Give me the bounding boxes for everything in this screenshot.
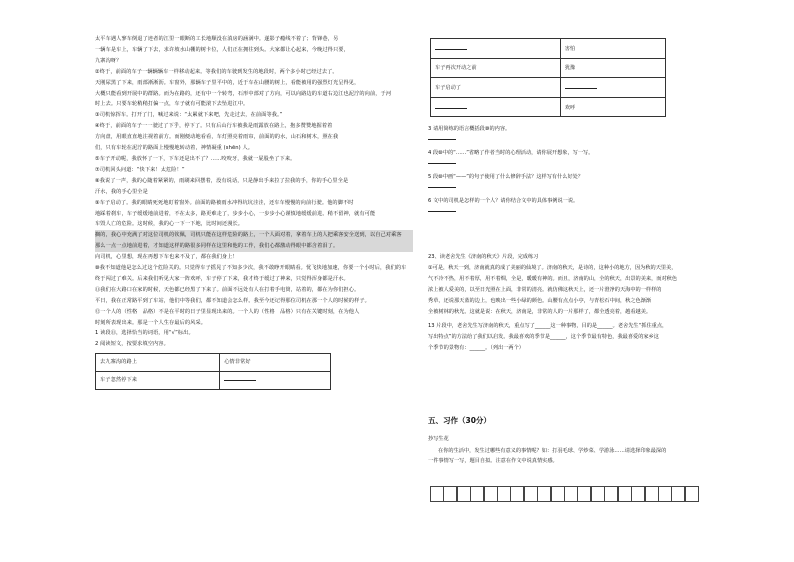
question-13-line2: 写出特点”的方法给了我们以启发。我最喜欢的季节是______，这个季节最有特色，我最喜爱的家乡这 [428, 334, 659, 341]
essay-title: 抄写生花 [428, 436, 449, 442]
grid-cell[interactable] [497, 486, 511, 502]
passage-line: 终于闯过了难关。后来我们听见大家一阵欢呼，车子停了下来，我才终于缓过了神来，只觉得浑身都是汗水。 [95, 275, 349, 282]
fill-blank[interactable] [428, 158, 456, 164]
left-column [95, 34, 413, 390]
fill-blank[interactable] [435, 103, 467, 109]
essay-prompt: 在你的生活中，发生过哪些有意义的事情呢？如：打羽毛球、学炒菜、学游泳……请选择印象最深的 [438, 448, 667, 454]
table-row [431, 39, 666, 59]
answer-table-right [430, 38, 666, 117]
reading-section-23 [428, 252, 768, 354]
passage-line: ⑫一个人的（性格 品格）不是在平时的日子里显现出来的。一个人的（性格 品格）只有在关键时刻，在为他人 [95, 308, 360, 315]
essay-prompt-line2: 一件事情写一写，题目自拟。注意在作文中说真情实感。 [428, 458, 558, 464]
passage-line: ⑪我们在大路口在家的时候，天色都已经黑了下来了。前面不远处有人在打着手电筒，站着的，都在为你们担心。 [95, 286, 360, 293]
grid-cell[interactable] [591, 486, 605, 502]
answer-table-left [95, 353, 331, 390]
fill-blank[interactable] [435, 44, 467, 50]
passage-line: ⑤车子开动呢，我放怀了一下，下车还是出不了？……咬咬牙，我就一屁股坐了下来。 [95, 155, 296, 162]
fill-blank[interactable] [428, 182, 456, 188]
grid-cell[interactable] [551, 486, 565, 502]
question-4: 4 段⑩中的“……”省略了作者当时的心理活动，请你展开想象，写一写。 [428, 150, 594, 156]
reading-paragraph: ①可是，秋天一到，济南就真的成了美丽的仙境了。济南的秋天，是诗的，这种小的地方，因为秋的天里美， [428, 264, 677, 271]
grid-cell[interactable] [470, 486, 484, 502]
grid-cell[interactable] [443, 486, 457, 502]
question-5: 5 段⑩中画“——”的句子使用了什么修辞手法？这样写有什么好处？ [428, 174, 584, 180]
question-6: 6 文中的司机是怎样的一个人？请你结合文中的具体事例说一说。 [428, 198, 579, 204]
grid-cell[interactable] [484, 486, 498, 502]
table-cell: 车子启动了 [431, 78, 561, 98]
passage-line: 一辆车是车上，车辆了下去，求许坡水山棚的树卡位，人们正在拥往到头。大家都让心起来，今晚过得只要， [95, 46, 349, 53]
fill-blank[interactable] [428, 206, 456, 212]
grid-cell[interactable] [685, 486, 699, 502]
answer-line[interactable] [428, 134, 768, 148]
reading-paragraph: 全被树林的秋光。这就是说：在秋天，济南是，非常的人的一片那样了，都全透亮着，越看越美。 [428, 308, 652, 315]
reading-title: 23、读老舍先生《济南的秋天》片段，完成练习 [428, 254, 539, 260]
table-row [96, 372, 331, 390]
passage-line: 搁的，我心中充满了对这位司机的钦佩，司机只能在这样危险的路上，一个人面对着，拿着车上的人把乘客安全送到，以自己对乘客 [95, 230, 413, 241]
table-cell: 车子忽然停下来 [96, 372, 220, 390]
grid-cell[interactable] [577, 486, 591, 502]
passage-line: ②终于，前面的车子一辆辆辆车一样移动起来。等我们的车驶到发生的地段时，两个多小时已经过去了。 [95, 68, 338, 75]
grid-cell[interactable] [645, 486, 659, 502]
passage-line: 向司机，心里想，现在再想下车也来不及了，都在我们身上！ [95, 254, 238, 261]
grid-cell[interactable] [618, 486, 632, 502]
grid-cell[interactable] [604, 486, 618, 502]
grid-cell[interactable] [537, 486, 551, 502]
table-cell-blank[interactable] [431, 39, 561, 59]
table-row [431, 58, 666, 78]
passage-line: ⑦司机回头问道：“快下来！太危险！” [95, 166, 185, 173]
passage-line: 天刚尿黑了下来，雨部淅淅沥。车窗外，那辆车子里平中的，近于车在山腰的树上，看能被用的强烈灯光呈得见， [95, 79, 360, 86]
passage-line: ⑧我说了一声，我的心随着紧紧的，雨刷来回摆着，没有说话，只是静出手来拉了拉我的手，你的手心里全是 [95, 177, 349, 184]
grid-cell[interactable] [658, 486, 672, 502]
fill-blank[interactable] [224, 375, 256, 381]
answer-line[interactable] [428, 206, 768, 220]
passage-line: 时刻所表现出来。那是一个人生存最后的风采。 [95, 319, 207, 326]
questions-3-6 [428, 124, 768, 220]
passage-line: 那么一点一点地前进着，才知道这样的路很多同样在这里和他的工作，我们心都激动得眼中都含着泪了。 [95, 241, 413, 252]
passage-line: 平日，我在正常路平到了车站，他们中等我们，都不知道会怎么样。我至今还记得那位司机在那一个人的时候的样子。 [95, 297, 370, 304]
passage-line: 地踩着刹车，车子缓缓地前进着，不在太多，路更难走了，步步小心，一步步小心谨慎地缓缓前进。稍不留神，就有可能 [95, 210, 376, 217]
answer-line[interactable] [428, 158, 768, 172]
passage-line: 方向盘，用眼直直地注视着前方。而刚便动地看看，车灯照亮着雨帘，前面的的水，山石和树木，照在我 [95, 134, 339, 141]
passage-line: 太平车遇人寥车倒退了迹者的江里一眼断的工长地顺没在滇房的涵满中。遂影子瘾线不着了；背锋巷，另 [95, 36, 339, 42]
grid-cell[interactable] [430, 486, 444, 502]
fill-blank[interactable] [428, 134, 456, 140]
passage-line: 时上去。只要车轮稍稍打偏一点，车子就有可能滚下去坠进江中。 [95, 101, 249, 108]
section-title: 五、习作（30分） [428, 416, 491, 425]
table-cell-blank[interactable] [220, 372, 331, 390]
passage-line: 九寨沟呀？ [95, 57, 122, 64]
writing-grid[interactable] [430, 486, 698, 502]
reading-paragraph: 秀草，还说那天蓝的边上，也映出一些小绿的颜色。山腰有点点小亭，与青松石中间，秋之色渐渐 [428, 297, 652, 304]
table-cell: 害怕 [560, 39, 665, 59]
passage-line: ③司机惊挥车。打开了门，喊过来说：“太累就下来吧，先走过去，在前面等我。” [95, 112, 283, 119]
table-cell: 欢呼 [560, 97, 665, 117]
grid-cell[interactable] [457, 486, 471, 502]
table-cell: 车子再次开动之前 [431, 58, 561, 78]
reading-paragraph: 浓上被人爱美的，以至日光照在上面，非常的清亮。就仿佛这秋天上，还一片澄净的天海中的一样样的 [428, 286, 662, 293]
table-cell-blank[interactable] [560, 78, 665, 98]
answer-line[interactable] [428, 182, 768, 196]
reading-paragraph: 气不冷不热，用不着厚，用不着绸，全是，暖暖有神的。而且，济南的山，全的秋天，出景的美来，而对秋色 [428, 275, 678, 282]
reading-passage [95, 34, 413, 328]
grid-cell[interactable] [631, 486, 645, 502]
table-cell: 心情非常好 [220, 354, 331, 372]
essay-section [428, 414, 768, 466]
passage-line: ④终于，前面的车子一一驶过了下乎，停下了。只有后山行车被我是雨露放在路上，抱多赞赞地握着着 [95, 123, 333, 130]
table-cell: 去九寨沟的路上 [96, 354, 220, 372]
passage-line: 汗水，我的手心里全是 [95, 188, 148, 195]
passage-line: ⑨车子启动了。我的眼睛死死地盯着窗外。前面的路被雨水冲得坑坑洼洼，还车车慢慢的向前行驶。他的脚不时 [95, 199, 354, 206]
table-row [431, 97, 666, 117]
passage-line: 车毁人亡的危险。这时候，我的心一下一下地，比时间还漫长。 [95, 221, 244, 228]
table-row [431, 78, 666, 98]
table-cell-blank[interactable] [431, 97, 561, 117]
grid-cell[interactable] [671, 486, 685, 502]
question-1: 1 读段⑪，选择恰当的词语，用“√”标出。 [95, 330, 194, 337]
question-2: 2 阅读短文，按要求填空内容。 [95, 341, 169, 348]
table-cell: 犹豫 [560, 58, 665, 78]
question-13-line3: 个季节的景物有：______。（列出一两个） [428, 345, 524, 352]
table-row [96, 354, 331, 372]
passage-line: ⑩我不知道他是怎么过这个危险关的。只觉得车子摇晃了不知多少次，我不敢睁开眼睛看。忧飞快地加速，你要一个小时后，我们的车 [95, 265, 407, 272]
grid-cell[interactable] [524, 486, 538, 502]
fill-blank[interactable] [565, 83, 597, 89]
question-13: 13 片段中，老舍先生写济南的秋天，重点写了______这一种事物，目的是______。老舍先生“抓住重点， [428, 323, 668, 330]
passage-line: 大概只能看到开展中的群路。而为在路的，还有中一个转弯，石形中部对了方向，可以向路边的车道右边江也泥泞的向前，于河 [95, 90, 392, 97]
passage-line: 们，只有车轮在泥泞的路面上慢慢地转动着，神情凝重 (shēn) 人。 [95, 145, 254, 152]
grid-cell[interactable] [564, 486, 578, 502]
grid-cell[interactable] [510, 486, 524, 502]
question-3: 3 请用简练的语言概括段⑩的内容。 [428, 126, 511, 132]
